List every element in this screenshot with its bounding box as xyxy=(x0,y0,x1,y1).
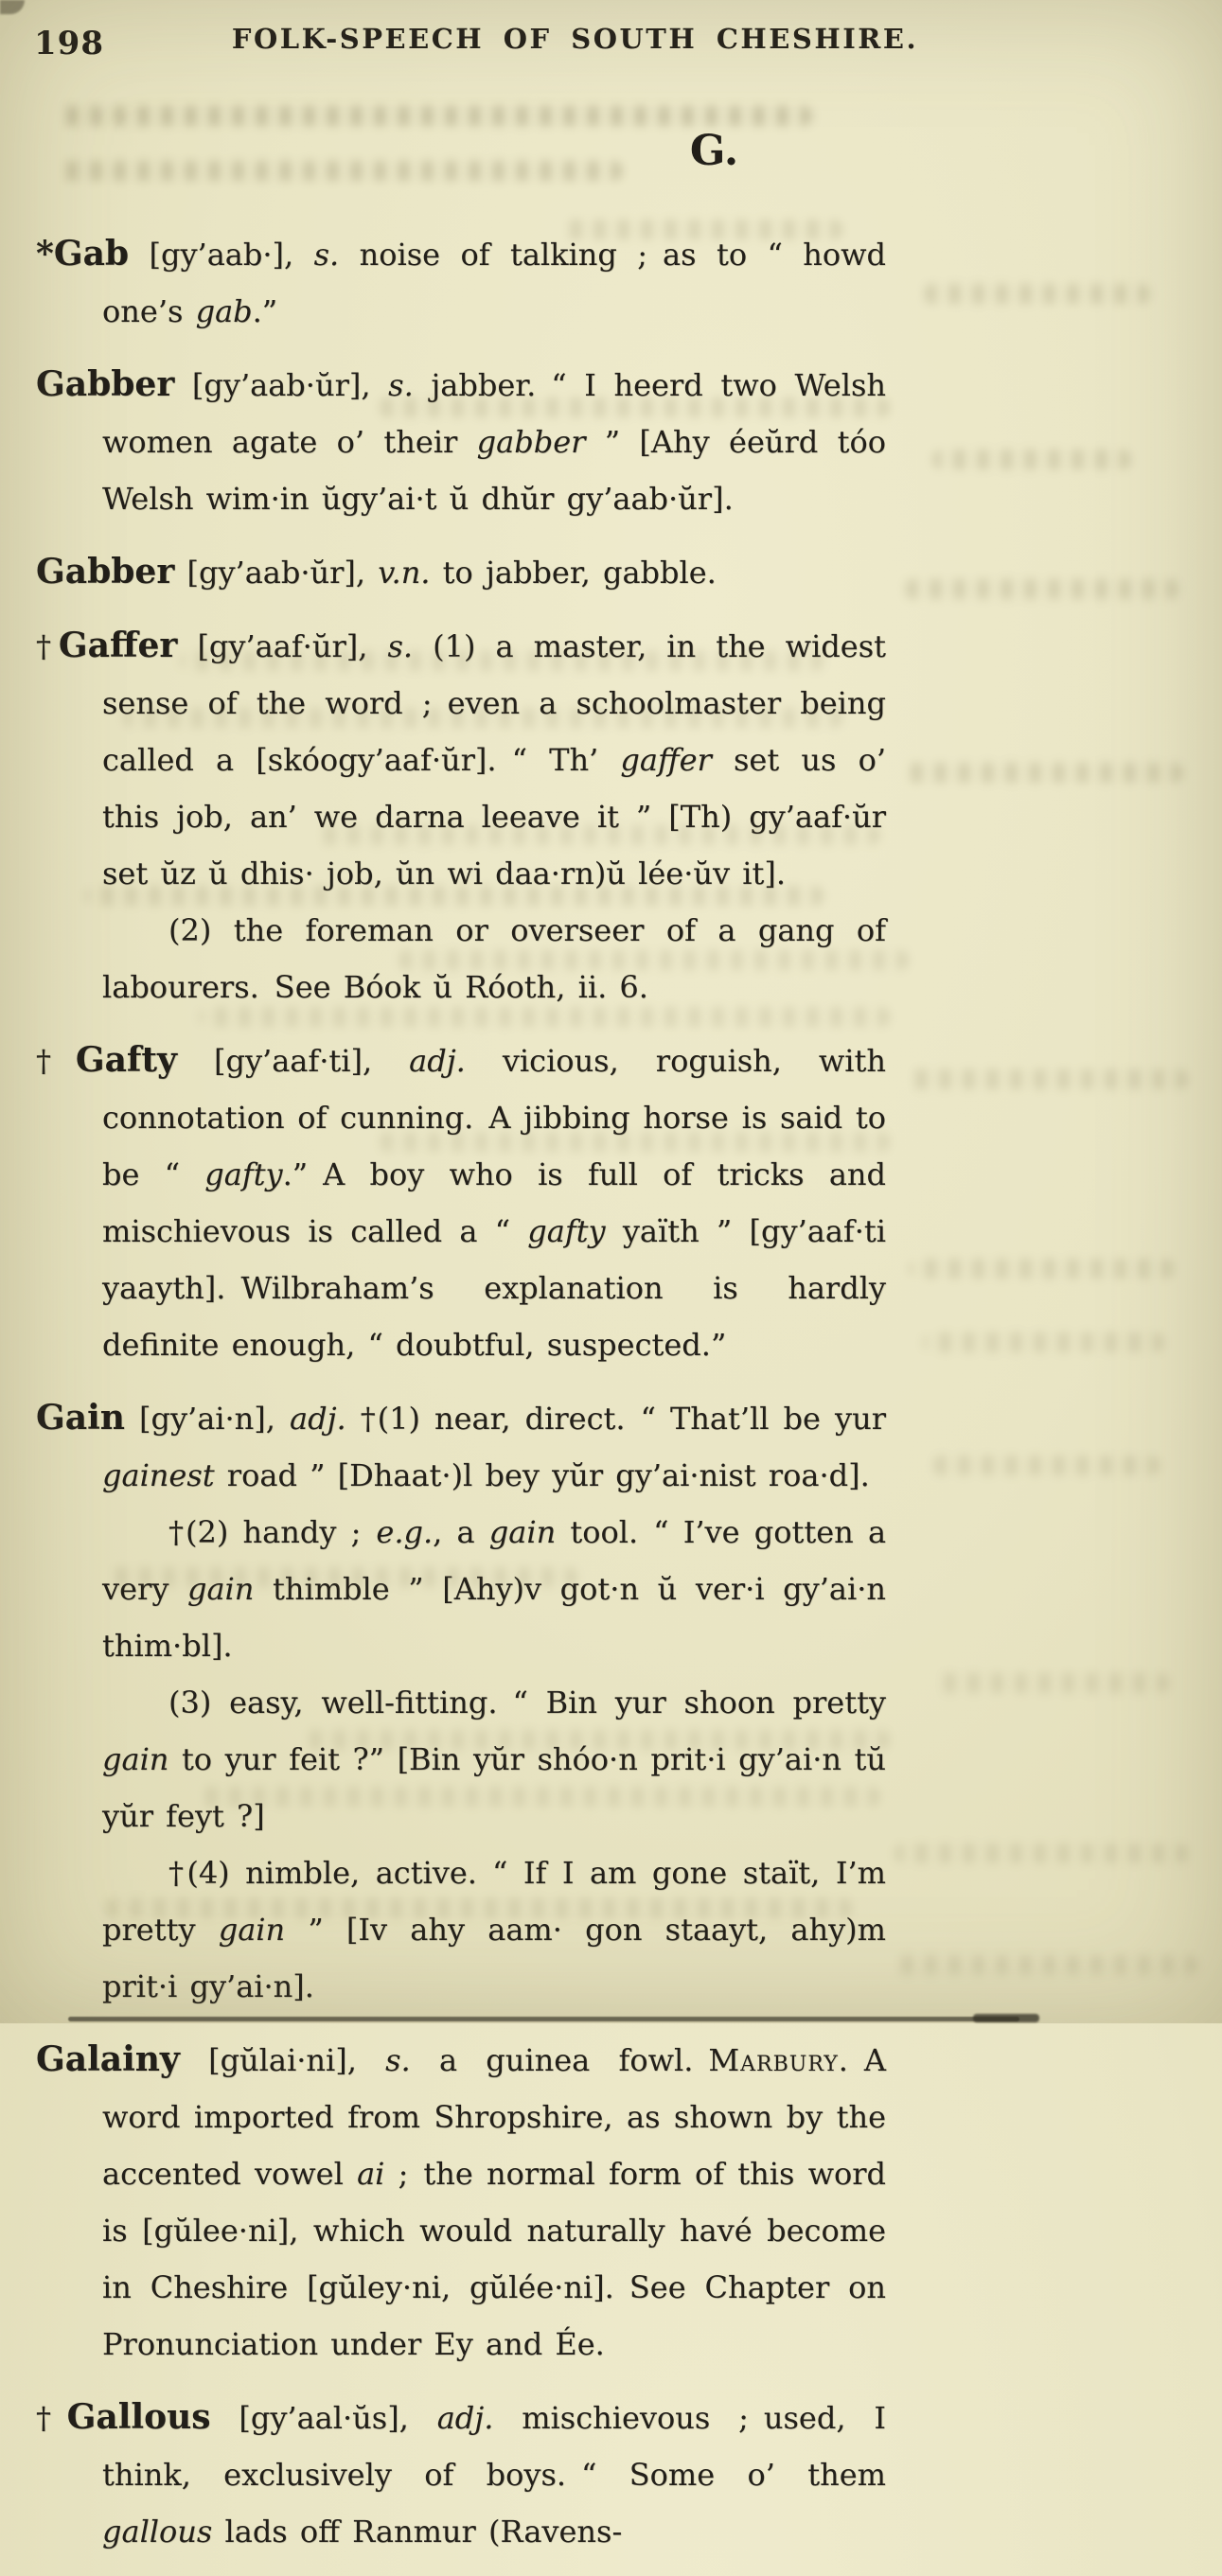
entry-text: noise of talking ; as to “ howd one’s xyxy=(102,237,886,329)
entry-text: .” xyxy=(252,293,278,329)
headword: *Gab xyxy=(36,234,130,273)
entry-text: yaïth ” [gy’aaf·ti yaayth]. Wilbraham’s explanation is hardly definite enough, “ doubtful, suspected.” xyxy=(102,1213,887,1363)
entry-text: mischievous ; used, I think, exclusively of boys. “ Some o’ them xyxy=(102,2400,887,2493)
entry-text: thimble ” [Ahy)v got·n ŭ ver·i gy’ai·n thim·bl]. xyxy=(102,1571,886,1664)
headword: Galainy xyxy=(36,2039,180,2079)
bleedthrough-smudge xyxy=(55,106,812,126)
entry-text: set us o’ this job, an’ we darna leeave it ” [Th) gy’aaf·ŭr set ŭz ŭ dhis· job, ŭn wi daa·rn)ŭ lée·ŭv it]. xyxy=(102,742,886,891)
dictionary-entry xyxy=(36,225,886,340)
entry-text: gafty xyxy=(204,1156,283,1192)
entry-text: [gy’aab·], xyxy=(129,237,314,273)
entry-lead-paragraph xyxy=(36,1389,886,1504)
scan-bottom-mark xyxy=(973,2014,1039,2022)
entry-text: adj. xyxy=(436,2400,494,2436)
entry-text: gain xyxy=(186,1571,255,1607)
dictionary-entry xyxy=(36,2389,886,2560)
entry-text: † xyxy=(36,1043,76,1079)
dictionary-entry xyxy=(36,617,886,1015)
headword: Gafty xyxy=(75,1040,177,1080)
headword: Gaffer xyxy=(58,626,178,665)
running-title: FOLK-SPEECH OF SOUTH CHESHIRE. xyxy=(231,23,919,55)
entry-lead-paragraph xyxy=(36,543,886,601)
entry-text: gain xyxy=(488,1514,557,1550)
entry-text: gaffer xyxy=(620,742,712,778)
entry-text: s. xyxy=(385,2042,411,2078)
entry-text: †(2) handy ; xyxy=(168,1514,377,1550)
entry-text: s. xyxy=(387,628,414,664)
section-heading: G. xyxy=(689,127,739,175)
bleedthrough-smudge xyxy=(923,1332,1164,1352)
dictionary-entry xyxy=(36,1032,886,1373)
entry-text: v.n. xyxy=(378,555,431,591)
scan-corner-shadow xyxy=(0,0,25,14)
entry-text: s. xyxy=(313,237,340,273)
page-number: 198 xyxy=(34,25,104,62)
entry-text: [gŭlai·ni], xyxy=(179,2042,386,2078)
entry-text: †(1) near, direct. “ That’ll be yur xyxy=(345,1401,887,1437)
entry-text: adj. xyxy=(409,1043,466,1079)
entry-lead-paragraph xyxy=(36,225,886,340)
entry-text: jabber. “ I heerd two Welsh women agate o’ their xyxy=(102,367,887,460)
bleedthrough-smudge xyxy=(909,1259,1174,1279)
entry-text: road ” [Dhaat·)l bey yŭr gy’ai·nist roa·d]. xyxy=(214,1457,870,1493)
entry-text: vicious, roguish, with connotation of cunning. A jibbing horse is said to be “ xyxy=(102,1043,887,1192)
entry-text: s. xyxy=(388,367,414,403)
headword: Gabber xyxy=(36,552,175,591)
entry-text: gain xyxy=(102,1741,169,1777)
entry-text: lads off Ranmur (Ravens- xyxy=(212,2514,623,2550)
entry-text: A word imported from Shropshire, as shown by the accented vowel xyxy=(102,2042,887,2192)
entry-text: [gy’aal·ŭs], xyxy=(210,2400,437,2436)
entry-text: .” A boy who is full of tricks and mischievous is called a “ xyxy=(102,1156,887,1249)
entry-text: [gy’aab·ŭr], xyxy=(174,367,389,403)
entry-text: (3) easy, well-fitting. “ Bin yur shoon pretty xyxy=(168,1685,886,1720)
entry-sense-paragraph xyxy=(36,1844,886,2015)
bleedthrough-smudge xyxy=(904,1069,1188,1089)
entry-text: to yur feit ?” [Bin yŭr shóo·n prit·i gy’ai·n tŭ yŭr feyt ?] xyxy=(102,1741,886,1834)
dictionary-entry xyxy=(36,1389,886,2015)
bleedthrough-smudge xyxy=(894,1955,1197,1975)
entry-text: adj. xyxy=(290,1401,346,1437)
dictionary-entries xyxy=(36,225,886,2576)
entry-text: tool. “ I’ve gotten a very xyxy=(102,1514,887,1607)
headword: Gallous xyxy=(66,2397,211,2437)
entry-text: gabber xyxy=(476,424,586,460)
headword: Gabber xyxy=(36,364,175,404)
entry-text: ai xyxy=(357,2156,385,2192)
entry-text: [gy’aab·ŭr], xyxy=(174,555,379,591)
entry-text: [gy’aaf·ŭr], xyxy=(177,628,388,664)
entry-text: gallous xyxy=(102,2514,213,2550)
entry-sense-paragraph xyxy=(36,902,886,1015)
entry-text: a guinea fowl. xyxy=(410,2042,709,2078)
bleedthrough-smudge xyxy=(899,763,1183,783)
entry-text: †(4) nimble, active. “ If I am gone staït, I’m pretty xyxy=(102,1855,886,1948)
bleedthrough-smudge xyxy=(904,579,1178,599)
entry-text: [gy’aaf·ti], xyxy=(176,1043,410,1079)
entry-text: , a xyxy=(433,1514,489,1550)
entry-lead-paragraph xyxy=(36,617,886,902)
dictionary-entry xyxy=(36,2031,886,2373)
entry-sense-paragraph xyxy=(36,1504,886,1674)
entry-lead-paragraph xyxy=(36,1032,886,1373)
entry-text: gafty xyxy=(527,1213,606,1249)
entry-text: (1) a master, in the widest sense of the word ; even a schoolmaster being called a [skóogy’aaf·ŭr]. “ Th’ xyxy=(102,628,887,778)
bleedthrough-smudge xyxy=(894,1844,1188,1863)
bleedthrough-smudge xyxy=(932,1456,1160,1475)
entry-text: gain xyxy=(218,1912,286,1948)
entry-text: gainest xyxy=(102,1457,215,1493)
entry-sense-paragraph xyxy=(36,1674,886,1844)
entry-text: † xyxy=(36,628,59,664)
entry-text: (2) the foreman or overseer of a gang of labourers. See Bóok ŭ Róoth, ii. 6. xyxy=(102,912,886,1005)
entry-lead-paragraph xyxy=(36,356,886,527)
entry-text: ; the normal form of this word is [gŭlee·ni], which would naturally havé become in Cheshire [gŭley·ni, gŭlée·ni]. See Chapter on Pronunciation under Ey and Ée. xyxy=(102,2156,887,2362)
bleedthrough-smudge xyxy=(923,284,1150,304)
dictionary-entry xyxy=(36,356,886,527)
entry-text: [gy’ai·n], xyxy=(124,1401,291,1437)
entry-text: e.g. xyxy=(376,1514,434,1550)
entry-text: gab xyxy=(195,293,253,329)
dictionary-entry xyxy=(36,543,886,601)
headword: Gain xyxy=(36,1398,125,1438)
entry-text: to jabber, gabble. xyxy=(430,555,717,591)
running-head xyxy=(0,23,1222,66)
bleedthrough-smudge xyxy=(932,1673,1169,1693)
entry-text: ” [Ahy éeŭrd tóo Welsh wim·in ŭgy’ai·t ŭ dhŭr gy’aab·ŭr]. xyxy=(102,424,887,517)
scan-bottom-edge xyxy=(68,2017,1019,2021)
entry-lead-paragraph xyxy=(36,2031,886,2373)
place-name: Marbury. xyxy=(708,2042,849,2078)
entry-text: † xyxy=(36,2400,67,2436)
bleedthrough-smudge xyxy=(932,450,1131,469)
entry-text: ” [Iv ahy aam· gon staayt, ahy)m prit·i gy’ai·n]. xyxy=(102,1912,887,2004)
entry-lead-paragraph xyxy=(36,2389,886,2560)
